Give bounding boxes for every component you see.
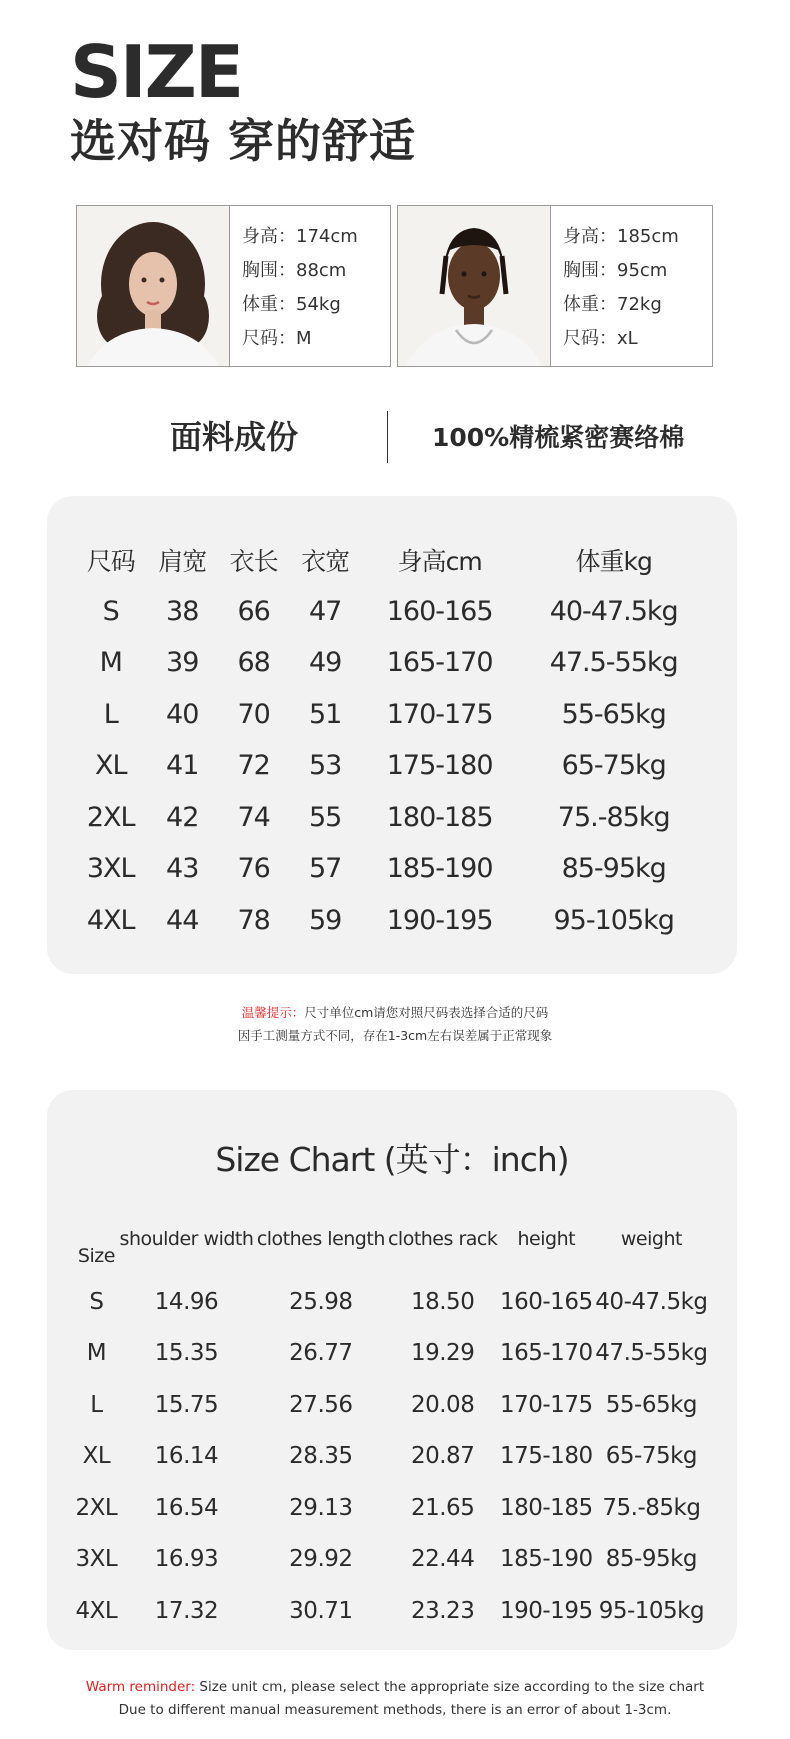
- table-row: [75, 689, 709, 741]
- table-cell: 85-95kg: [561, 853, 666, 885]
- table-cell: 51: [308, 698, 342, 730]
- table-cell: M: [86, 1340, 107, 1367]
- table-cell: 23.23: [410, 1597, 475, 1624]
- table-cell: 15.35: [154, 1340, 219, 1367]
- model-photo-female: [77, 206, 230, 366]
- model-card-female: [76, 205, 391, 367]
- table-cell: 29.13: [289, 1494, 353, 1521]
- table-cell: 78: [237, 904, 270, 936]
- model-weight: 体重：72kg: [563, 294, 662, 315]
- table-cell: 190-195: [499, 1597, 593, 1624]
- table-cell: 68: [237, 647, 270, 679]
- table-cell: 26.77: [289, 1340, 353, 1367]
- table-cell: 2XL: [75, 1494, 118, 1521]
- table-cell: 70: [237, 698, 270, 730]
- table-cell: 65-75kg: [561, 750, 666, 782]
- table-cell: 185-190: [499, 1546, 593, 1573]
- model-height: 身高：174cm: [242, 226, 358, 247]
- table-cell: 44: [166, 904, 199, 936]
- size-note-chinese: [0, 1001, 790, 1047]
- table-cell: 30.71: [289, 1597, 353, 1624]
- table-cell: 41: [166, 750, 199, 782]
- table-cell: 95-105kg: [553, 904, 674, 936]
- table-cell: L: [103, 698, 118, 730]
- table-cell: 14.96: [154, 1288, 219, 1315]
- table-cell: 38: [166, 595, 199, 627]
- table-cell: 40-47.5kg: [595, 1288, 708, 1315]
- model-size: 尺码：xL: [563, 328, 638, 349]
- table-cell: 175-180: [386, 750, 493, 782]
- column-header: 衣宽: [301, 546, 350, 576]
- table-row: [75, 637, 709, 689]
- table-cell: 2XL: [86, 801, 135, 833]
- table-cell: 39: [166, 647, 199, 679]
- table-row: [75, 1379, 709, 1431]
- column-header: 衣长: [229, 546, 278, 576]
- table-cell: 55: [308, 801, 342, 833]
- table-header-row: [75, 1202, 709, 1276]
- table-cell: 4XL: [86, 904, 135, 936]
- model-size: 尺码：M: [242, 328, 312, 349]
- table-cell: 40-47.5kg: [549, 595, 678, 627]
- table-cell: 76: [237, 853, 270, 885]
- table-cell: 170-175: [386, 698, 493, 730]
- table-cell: 75.-85kg: [602, 1494, 701, 1521]
- note-label: 温馨提示：: [241, 1005, 305, 1020]
- table-cell: 21.65: [410, 1494, 475, 1521]
- table-cell: 3XL: [86, 853, 135, 885]
- table-cell: 165-170: [499, 1340, 593, 1367]
- table-cell: 20.08: [410, 1391, 475, 1418]
- table-cell: 47.5-55kg: [595, 1340, 708, 1367]
- cm-size-panel: [47, 496, 737, 974]
- column-header: 体重kg: [575, 546, 652, 576]
- table-cell: 180-185: [386, 801, 493, 833]
- column-header: 身高cm: [397, 546, 482, 576]
- table-cell: 185-190: [386, 853, 493, 885]
- table-row: [75, 740, 709, 792]
- table-cell: 175-180: [499, 1443, 593, 1470]
- fabric-label: 面料成份: [170, 418, 299, 456]
- table-cell: 59: [308, 904, 342, 936]
- table-row: [75, 895, 709, 947]
- table-cell: 4XL: [75, 1597, 118, 1624]
- fabric-value: 100%精梳紧密赛络棉: [432, 423, 685, 452]
- table-cell: XL: [82, 1443, 111, 1470]
- note-line: 尺寸单位cm请您对照尺码表选择合适的尺码: [304, 1005, 549, 1020]
- table-cell: 42: [166, 801, 199, 833]
- table-row: [75, 586, 709, 638]
- table-row: [75, 792, 709, 844]
- table-cell: 49: [308, 647, 342, 679]
- table-row: [75, 1534, 709, 1586]
- column-header: clothes rack: [387, 1227, 498, 1250]
- table-cell: 19.29: [410, 1340, 475, 1367]
- table-cell: 17.32: [154, 1597, 219, 1624]
- table-cell: 74: [237, 801, 270, 833]
- table-cell: 16.93: [154, 1546, 219, 1573]
- table-cell: 28.35: [289, 1443, 353, 1470]
- model-card-male: [397, 205, 713, 367]
- table-header-row: [75, 534, 709, 586]
- table-cell: 66: [237, 595, 270, 627]
- model-chest: 胸围：95cm: [563, 260, 668, 281]
- table-cell: 40: [166, 698, 199, 730]
- table-cell: 95-105kg: [598, 1597, 705, 1624]
- model-info-female: [230, 206, 358, 366]
- table-cell: M: [99, 647, 122, 679]
- table-cell: 53: [308, 750, 342, 782]
- inch-size-panel: [47, 1090, 737, 1650]
- table-row: [75, 843, 709, 895]
- table-cell: 65-75kg: [605, 1443, 698, 1470]
- note-label: Warm reminder:: [85, 1679, 196, 1695]
- model-info-male: [551, 206, 679, 366]
- table-cell: 15.75: [154, 1391, 219, 1418]
- column-header: 肩宽: [158, 546, 207, 576]
- table-cell: 16.54: [154, 1494, 219, 1521]
- table-cell: 72: [237, 750, 270, 782]
- table-cell: 47: [308, 595, 342, 627]
- table-cell: 75.-85kg: [557, 801, 670, 833]
- table-cell: 160-165: [499, 1288, 593, 1315]
- table-row: [75, 1276, 709, 1328]
- table-cell: 29.92: [289, 1546, 353, 1573]
- table-row: [75, 1431, 709, 1483]
- column-header: Size: [77, 1245, 115, 1267]
- table-cell: 85-95kg: [605, 1546, 698, 1573]
- model-photo-male: [398, 206, 551, 366]
- column-header: 尺码: [86, 546, 135, 576]
- table-cell: 27.56: [289, 1391, 353, 1418]
- page-subtitle: 选对码 穿的舒适: [70, 114, 417, 168]
- table-cell: 47.5-55kg: [549, 647, 678, 679]
- table-cell: 55-65kg: [605, 1391, 698, 1418]
- note-line: 因手工测量方式不同，存在1-3cm左右误差属于正常现象: [237, 1028, 553, 1043]
- table-cell: L: [90, 1391, 103, 1418]
- model-weight: 体重：54kg: [242, 294, 341, 315]
- column-header: height: [517, 1227, 576, 1250]
- model-height: 身高：185cm: [563, 226, 679, 247]
- note-line: Size unit cm, please select the appropriate size according to the size chart: [195, 1679, 705, 1695]
- table-cell: 25.98: [289, 1288, 353, 1315]
- inch-size-table: [75, 1202, 709, 1637]
- table-cell: 18.50: [410, 1288, 475, 1315]
- table-row: [75, 1585, 709, 1637]
- column-header: clothes length: [256, 1227, 385, 1250]
- table-cell: 57: [308, 853, 342, 885]
- table-cell: 16.14: [154, 1443, 219, 1470]
- table-cell: S: [102, 595, 119, 627]
- size-chart-title: Size Chart (英寸：inch): [215, 1140, 569, 1179]
- table-row: [75, 1328, 709, 1380]
- table-cell: 55-65kg: [561, 698, 666, 730]
- column-header: shoulder width: [119, 1227, 254, 1250]
- table-cell: 180-185: [499, 1494, 593, 1521]
- table-cell: 170-175: [499, 1391, 593, 1418]
- model-chest: 胸围：88cm: [242, 260, 347, 281]
- table-cell: 20.87: [410, 1443, 475, 1470]
- table-cell: 165-170: [386, 647, 493, 679]
- note-line: Due to different manual measurement methods, there is an error of about 1-3cm.: [118, 1702, 672, 1718]
- divider: [387, 411, 388, 463]
- table-cell: 3XL: [75, 1546, 118, 1573]
- table-cell: XL: [94, 750, 127, 782]
- table-row: [75, 1482, 709, 1534]
- table-cell: 160-165: [386, 595, 493, 627]
- page-title: SIZE: [70, 30, 243, 114]
- table-cell: S: [89, 1288, 104, 1315]
- size-note-english: [0, 1676, 790, 1722]
- table-cell: 43: [166, 853, 199, 885]
- column-header: weight: [620, 1227, 682, 1250]
- table-cell: 190-195: [386, 904, 493, 936]
- table-cell: 22.44: [410, 1546, 475, 1573]
- cm-size-table: [75, 534, 709, 946]
